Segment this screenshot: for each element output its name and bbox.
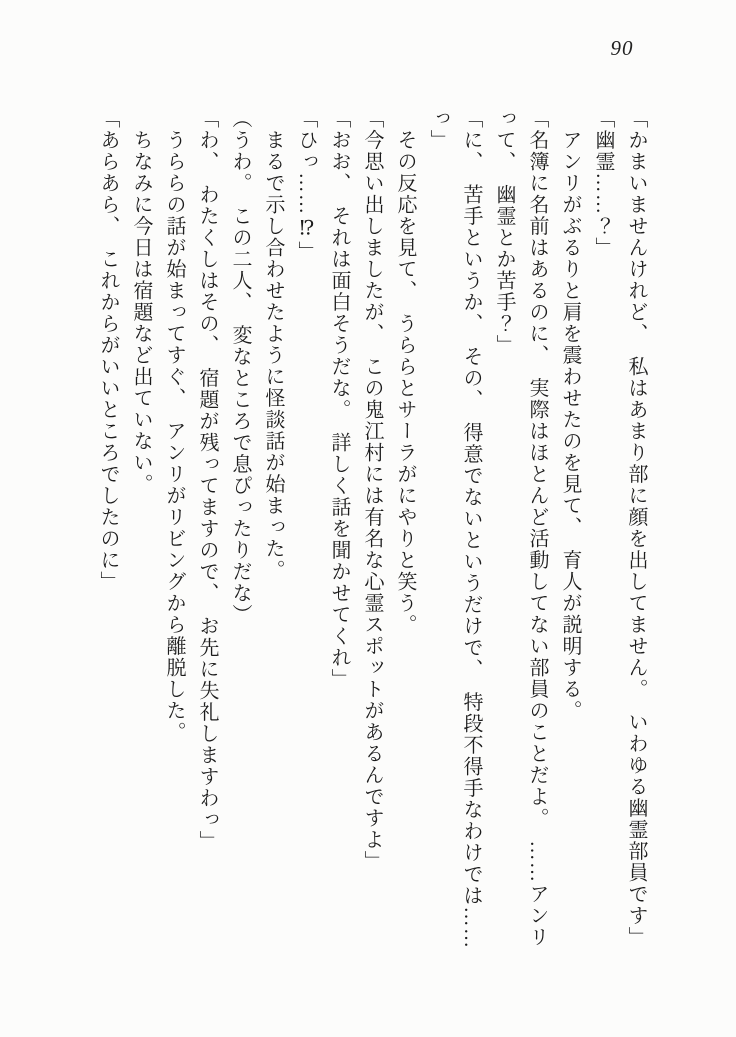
text-column: 「ひっ……⁉」 xyxy=(295,108,317,263)
text-column: うららの話が始まってすぐ、 アンリがリビングから離脱した。 xyxy=(163,108,185,743)
text-column: 「幽霊……？」 xyxy=(592,108,614,259)
text-column: って、 幽霊とか苦手？」 xyxy=(493,108,515,356)
text-column: 「わ、 わたくしはその、 宿題が残ってますので、 お先に失礼しますわっ」 xyxy=(196,108,218,852)
page-number: 90 xyxy=(610,36,634,60)
text-block xyxy=(91,108,652,952)
text-column: （うわ。 この二人、 変なところで息ぴったりだな） xyxy=(229,108,251,626)
text-column: 「おお、 それは面白そうだな。 詳しく話を聞かせてくれ」 xyxy=(328,108,350,690)
text-column: まるで示し合わせたように怪談話が始まった。 xyxy=(262,108,284,581)
text-column: 「今思い出しましたが、 この鬼江村には有名な心霊スポットがあるんですよ」 xyxy=(361,108,383,872)
text-column: アンリがぶるりと肩を震わせたのを見て、 育人が説明する。 xyxy=(559,108,581,722)
text-column: っ」 xyxy=(427,108,449,151)
text-column: 「かまいませんけれど、 私はあまり部に顔を出してません。 いわゆる幽霊部員です」 xyxy=(625,108,647,948)
text-column: ちなみに今日は宿題など出ていない。 xyxy=(130,108,152,495)
text-column: 「あらあら、 これからがいいところでしたのに」 xyxy=(97,108,119,593)
text-column: その反応を見て、 うららとサーラがにやりと笑う。 xyxy=(394,108,416,636)
text-column: 「に、 苦手というか、 その、 得意でないというだけで、 特段不得手なわけでは…… xyxy=(460,108,482,950)
text-column: 「名簿に名前はあるのに、 実際はほとんど活動してない部員のことだよ。 ……アンリ xyxy=(526,108,548,948)
